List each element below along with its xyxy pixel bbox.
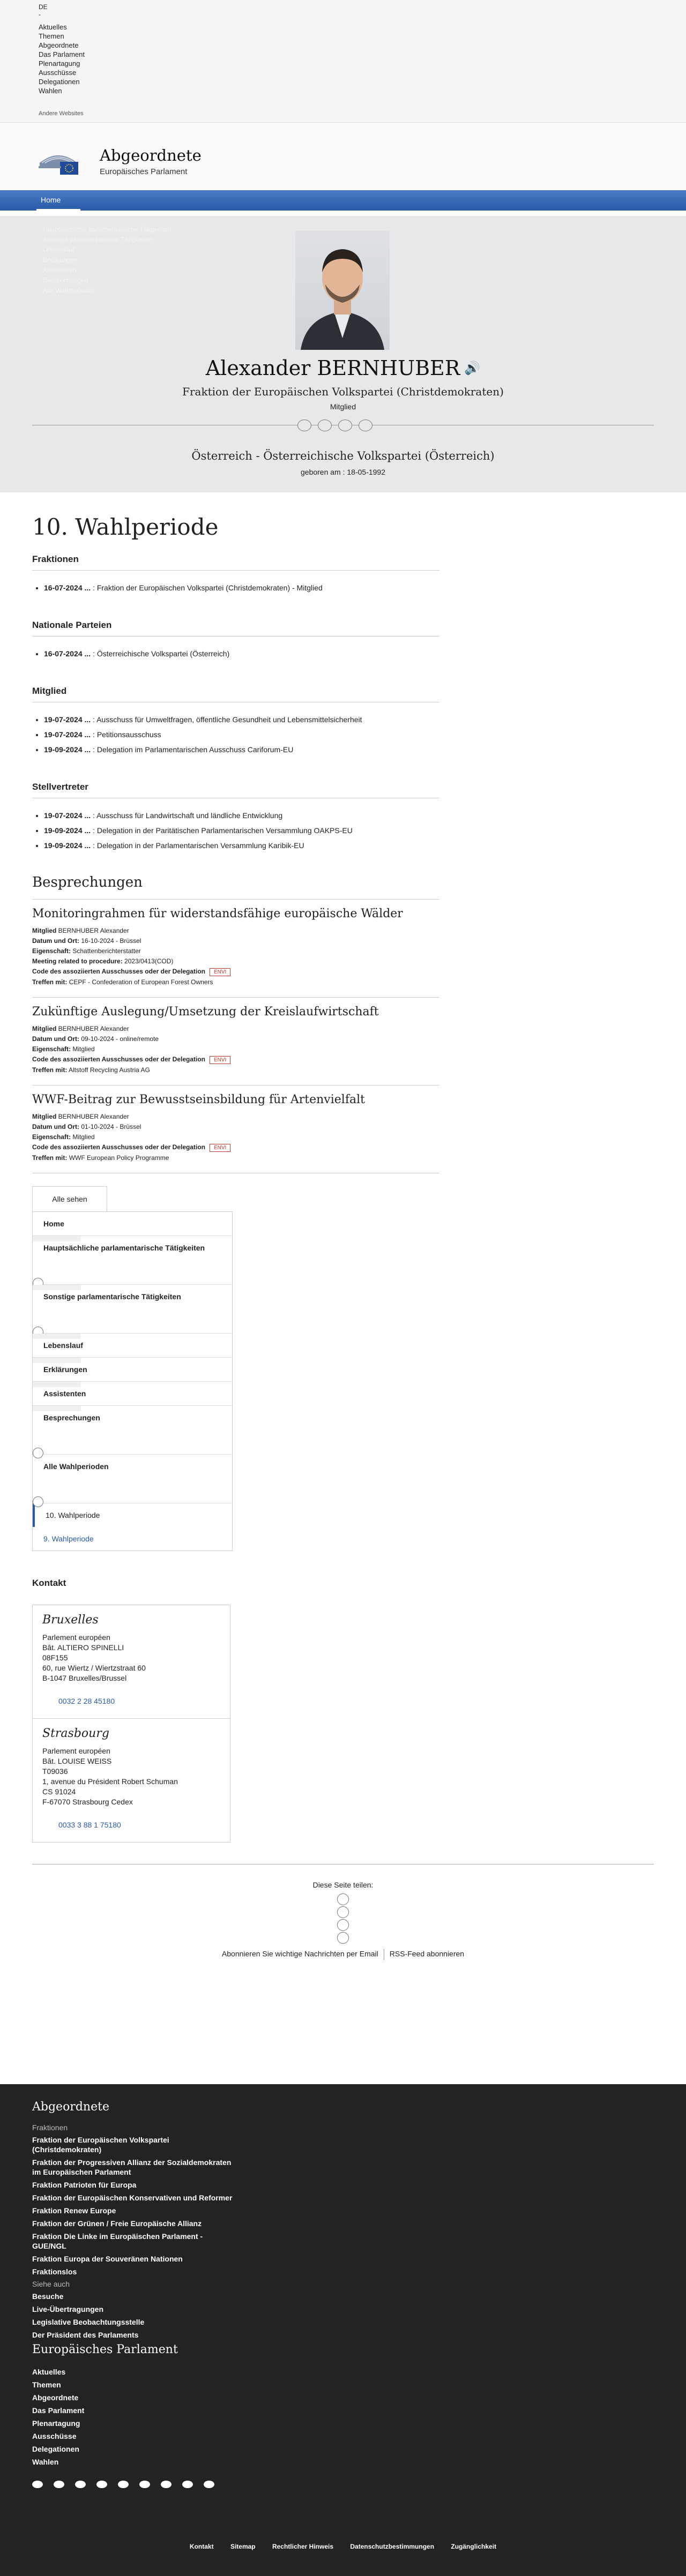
facebook-share-icon[interactable] <box>337 1893 349 1905</box>
address-line: Bât. ALTIERO SPINELLI <box>42 1643 124 1652</box>
newsletter-link[interactable]: Abonnieren Sie wichtige Nachrichten per Email <box>221 1949 378 1958</box>
term-title: 10. Wahlperiode <box>32 514 219 540</box>
site-nav-item[interactable]: Ausschüsse <box>39 69 77 77</box>
field-label: Eigenschaft: <box>32 1045 71 1053</box>
entry-text: : Delegation in der Paritätischen Parlamentarischen Versammlung OAKPS-EU <box>91 826 353 835</box>
site-header <box>0 123 686 190</box>
meeting-date <box>32 1122 439 1132</box>
footer-ep-link[interactable]: Themen <box>32 2380 61 2389</box>
entry-text: : Ausschuss für Landwirtschaft und ländliche Entwicklung <box>91 811 283 820</box>
meeting-member <box>32 1112 439 1122</box>
share-label: Diese Seite teilen: <box>312 1881 374 1889</box>
field-label: Code des assoziierten Ausschusses oder der Delegation <box>32 1055 205 1063</box>
section-heading: Fraktionen <box>32 554 79 564</box>
email-icon[interactable] <box>297 420 311 431</box>
section-heading: Nationale Parteien <box>32 620 112 630</box>
address-line: 08F155 <box>42 1653 68 1662</box>
office-phone-link[interactable]: 0032 2 28 45180 <box>58 1697 115 1705</box>
address-line: Bât. LOUISE WEISS <box>42 1757 112 1765</box>
field-value: WWF European Policy Programme <box>69 1154 169 1162</box>
language-code[interactable]: DE <box>39 3 48 11</box>
share-section <box>0 1881 686 1944</box>
term-section-member <box>32 686 439 757</box>
mep-political-group: Fraktion der Europäischen Volkspartei (Christdemokraten) <box>182 385 504 398</box>
footer-ep-link[interactable]: Ausschüsse <box>32 2432 77 2440</box>
field-value: 01-10-2024 - Brüssel <box>81 1123 141 1130</box>
entry-text: : Fraktion der Europäischen Volkspartei (Christdemokraten) - Mitglied <box>91 583 323 592</box>
term-section-groups <box>32 554 439 595</box>
share-buttons <box>0 1893 686 1944</box>
footer-see-also-link[interactable]: Legislative Beobachtungsstelle <box>32 2318 145 2326</box>
sidenav-item-main-activities[interactable] <box>33 1236 232 1285</box>
facebook-icon[interactable] <box>338 420 352 431</box>
office-phone-link[interactable]: 0033 3 88 1 75180 <box>58 1821 121 1829</box>
footer-group-link[interactable]: Fraktion der Progressiven Allianz der Sozialdemokraten im Europäischen Parlament <box>32 2158 232 2176</box>
footer-group-link[interactable]: Fraktion Patrioten für Europa <box>32 2181 137 2189</box>
entry-date: 19-09-2024 ... <box>44 745 91 754</box>
list-item <box>44 808 439 823</box>
contact-title: Kontakt <box>32 1578 66 1588</box>
field-value: 16-10-2024 - Brüssel <box>81 937 141 945</box>
address-line: F-67070 Strasbourg Cedex <box>42 1798 133 1806</box>
footer-legal-link[interactable]: Datenschutzbestimmungen <box>350 2543 435 2550</box>
footer-group-link[interactable]: Fraktion der Europäischen Volkspartei (Christdemokraten) <box>32 2136 169 2154</box>
site-nav-item[interactable]: Delegationen <box>39 78 80 86</box>
meeting-date <box>32 1034 439 1044</box>
address-line: Parlement européen <box>42 1633 110 1642</box>
email-share-icon[interactable] <box>337 1932 349 1944</box>
sidenav-label: Erklärungen <box>43 1365 87 1374</box>
section-heading: Stellvertreter <box>32 782 88 792</box>
entry-date: 16-07-2024 ... <box>44 583 91 592</box>
meeting-title[interactable]: Monitoringrahmen für widerstandsfähige europäische Wälder <box>32 907 403 920</box>
office-city: Strasbourg <box>42 1727 109 1740</box>
sidenav-item-home[interactable] <box>33 1212 232 1236</box>
committee-badge[interactable]: ENVI <box>210 1056 230 1064</box>
field-label: Datum und Ort: <box>32 1123 79 1130</box>
active-indicator <box>36 209 80 211</box>
mep-hero <box>0 216 686 492</box>
footer-legal-links <box>0 2543 686 2550</box>
language-divider: - <box>39 11 41 18</box>
field-value: BERNHUBER Alexander <box>58 1025 129 1032</box>
social-icon[interactable] <box>118 2481 129 2488</box>
field-label: Mitglied <box>32 927 57 934</box>
field-value: BERNHUBER Alexander <box>58 927 129 934</box>
field-value: Schattenberichterstatter <box>72 947 141 955</box>
sidenav-label: Home <box>43 1219 64 1228</box>
meetings-title: Besprechungen <box>32 874 143 890</box>
site-subtitle: Europäisches Parlament <box>100 167 188 176</box>
ghost-menu-item: Alle Wahlperioden <box>43 287 95 294</box>
site-nav <box>39 23 85 95</box>
entry-date: 19-07-2024 ... <box>44 730 91 739</box>
address-line: CS 91024 <box>42 1787 76 1796</box>
office-city: Bruxelles <box>42 1613 99 1627</box>
field-label: Treffen mit: <box>32 1154 68 1162</box>
field-label: Code des assoziierten Ausschusses oder der Delegation <box>32 968 205 975</box>
field-label: Code des assoziierten Ausschusses oder der Delegation <box>32 1143 205 1151</box>
footer-ep-link[interactable]: Plenartagung <box>32 2419 80 2428</box>
sidenav-item-cv[interactable] <box>33 1334 232 1358</box>
meeting-card <box>32 1085 439 1173</box>
field-label: Treffen mit: <box>32 1066 68 1074</box>
list-item <box>44 727 439 742</box>
committee-badge[interactable]: ENVI <box>210 968 230 976</box>
footer-see-also-link[interactable]: Der Präsident des Parlaments <box>32 2331 139 2339</box>
entry-text: : Österreichische Volkspartei (Österreich) <box>91 649 230 658</box>
footer-legal-link[interactable]: Sitemap <box>230 2543 256 2550</box>
footer-group-link[interactable]: Fraktionslos <box>32 2267 77 2276</box>
social-icon[interactable] <box>96 2481 107 2488</box>
entry-date: 16-07-2024 ... <box>44 649 91 658</box>
mep-name <box>0 356 686 380</box>
ghost-menu-item: Hauptsächliche parlamentarische Tätigkeiten <box>43 226 172 233</box>
sidenav-label: Besprechungen <box>43 1413 100 1422</box>
sidenav-label: Assistenten <box>43 1389 86 1398</box>
field-value: Mitglied <box>72 1133 95 1141</box>
expand-icon[interactable] <box>33 1496 43 1507</box>
meeting-title[interactable]: Zukünftige Auslegung/Umsetzung der Kreislaufwirtschaft <box>32 1005 379 1019</box>
placeholder-bar <box>33 1406 81 1411</box>
entry-date: 19-09-2024 ... <box>44 841 91 850</box>
sidenav-item-assistants[interactable] <box>33 1382 232 1406</box>
meeting-member <box>32 926 439 936</box>
meeting-with <box>32 1065 439 1075</box>
speaker-icon[interactable]: 🔊 <box>464 361 481 376</box>
placeholder-bar <box>33 1382 81 1387</box>
footer-social-icons <box>32 2481 686 2488</box>
field-label: Eigenschaft: <box>32 1133 71 1141</box>
mep-name-text: Alexander BERNHUBER <box>205 356 460 380</box>
site-nav-item[interactable]: Plenartagung <box>39 59 80 68</box>
sidenav-term-previous[interactable]: 9. Wahlperiode <box>43 1534 94 1543</box>
footer-legal-link[interactable]: Kontakt <box>189 2543 214 2550</box>
footer-ep-link[interactable]: Aktuelles <box>32 2368 66 2376</box>
field-value: BERNHUBER Alexander <box>58 1113 129 1120</box>
meeting-member <box>32 1024 439 1034</box>
ghost-menu-item: Sonstige parlamentarische Tätigkeiten <box>43 236 152 243</box>
footer-groups-label: Fraktionen <box>32 2123 68 2132</box>
site-nav-item[interactable]: Themen <box>39 32 64 40</box>
field-label: Mitglied <box>32 1113 57 1120</box>
meeting-card <box>32 997 439 1085</box>
field-label: Meeting related to procedure: <box>32 957 123 965</box>
mep-portrait <box>295 231 390 350</box>
social-links <box>297 420 372 431</box>
field-value: CEPF - Confederation of European Forest Owners <box>69 978 213 986</box>
entry-text: : Ausschuss für Umweltfragen, öffentliche Gesundheit und Lebensmittelsicherheit <box>91 715 362 724</box>
ghost-menu-item: Erklärungen <box>43 256 78 264</box>
sidenav-label: Lebenslauf <box>43 1341 83 1350</box>
sidenav-item-other-activities[interactable] <box>33 1285 232 1334</box>
site-nav-item[interactable]: Wahlen <box>39 87 62 95</box>
field-value: 09-10-2024 - online/remote <box>81 1035 159 1043</box>
footer-group-link[interactable]: Fraktion der Europäischen Konservativen und Reformer <box>32 2193 233 2202</box>
sidenav-label: Hauptsächliche parlamentarische Tätigkeiten <box>43 1244 205 1252</box>
footer-legal-link[interactable]: Rechtlicher Hinweis <box>272 2543 334 2550</box>
social-icon[interactable] <box>161 2481 172 2488</box>
sidenav-item-declarations[interactable] <box>33 1358 232 1382</box>
meeting-date <box>32 936 439 946</box>
meeting-title[interactable]: WWF-Beitrag zur Bewusstseinsbildung für Artenvielfalt <box>32 1093 365 1106</box>
field-label: Mitglied <box>32 1025 57 1032</box>
mep-country-party: Österreich - Österreichische Volkspartei (Österreich) <box>191 450 495 462</box>
entry-list <box>32 808 439 853</box>
meeting-role <box>32 1044 439 1054</box>
footer-title: Abgeordnete <box>32 2100 109 2114</box>
section-heading: Mitglied <box>32 686 67 696</box>
social-icon[interactable] <box>139 2481 150 2488</box>
site-nav-item[interactable]: Das Parlament <box>39 50 85 58</box>
social-icon[interactable] <box>182 2481 193 2488</box>
field-label: Eigenschaft: <box>32 947 71 955</box>
meeting-role <box>32 946 439 956</box>
field-label: Treffen mit: <box>32 978 68 986</box>
meeting-committee <box>32 1142 439 1153</box>
ghost-menu-item: Lebenslauf <box>43 246 74 253</box>
address-line: 1, avenue du Président Robert Schuman <box>42 1777 178 1786</box>
entry-list <box>32 646 439 661</box>
main-content <box>32 514 439 1843</box>
entry-text: : Delegation in der Parlamentarischen Versammlung Karibik-EU <box>91 841 304 850</box>
office-card-strasbourg <box>32 1719 230 1843</box>
ghost-menu-item: Assistenten <box>43 266 77 274</box>
main-menu-bar <box>0 190 686 211</box>
term-section-national-parties <box>32 620 439 661</box>
address-line: T09036 <box>42 1767 68 1776</box>
footer-ep-link[interactable]: Das Parlament <box>32 2406 85 2415</box>
site-footer <box>0 2084 686 2576</box>
meeting-role <box>32 1132 439 1142</box>
list-item <box>44 580 439 595</box>
address-line: 60, rue Wiertz / Wiertzstraat 60 <box>42 1664 146 1672</box>
section-divider <box>32 570 439 571</box>
footer-legal-link[interactable]: Zugänglichkeit <box>451 2543 497 2550</box>
entry-date: 19-07-2024 ... <box>44 811 91 820</box>
committee-badge[interactable]: ENVI <box>210 1144 230 1152</box>
footer-see-also-link[interactable]: Live-Übertragungen <box>32 2305 104 2313</box>
social-icon[interactable] <box>54 2481 64 2488</box>
twitter-share-icon[interactable] <box>337 1906 349 1918</box>
other-websites-link[interactable]: Andere Websites <box>39 110 84 117</box>
footer-ep-link[interactable]: Wahlen <box>32 2458 59 2466</box>
european-parliament-logo[interactable] <box>36 147 80 176</box>
rss-link[interactable]: RSS-Feed abonnieren <box>389 1949 465 1958</box>
language-selector[interactable] <box>39 3 48 18</box>
top-bar <box>0 0 686 123</box>
website-icon[interactable] <box>318 420 332 431</box>
list-item <box>44 742 439 757</box>
meeting-with <box>32 977 439 987</box>
sidenav-label: Sonstige parlamentarische Tätigkeiten <box>43 1292 181 1301</box>
see-all-button[interactable]: Alle sehen <box>32 1186 107 1211</box>
meeting-committee <box>32 1054 439 1065</box>
field-label: Datum und Ort: <box>32 937 79 945</box>
entry-date: 19-09-2024 ... <box>44 826 91 835</box>
instagram-icon[interactable] <box>359 420 372 431</box>
footer-ep-link[interactable]: Abgeordnete <box>32 2393 79 2402</box>
entry-list <box>32 712 439 757</box>
list-item <box>44 646 439 661</box>
social-icon[interactable] <box>204 2481 214 2488</box>
sidenav-item-all-terms[interactable] <box>33 1455 232 1503</box>
site-nav-item[interactable]: Aktuelles <box>39 23 67 31</box>
footer-group-link[interactable]: Fraktion Europa der Souveränen Nationen <box>32 2255 183 2263</box>
meeting-card <box>32 899 439 997</box>
list-item <box>44 838 439 853</box>
site-nav-item[interactable]: Abgeordnete <box>39 41 79 49</box>
field-value: Altstoff Recycling Austria AG <box>69 1066 150 1074</box>
ghost-menu <box>43 224 236 296</box>
address-line: Parlement européen <box>42 1747 110 1755</box>
field-label: Datum und Ort: <box>32 1035 79 1043</box>
entry-text: : Petitionsausschuss <box>91 730 161 739</box>
placeholder-bar <box>33 1358 81 1363</box>
sidenav-label: Alle Wahlperioden <box>43 1462 109 1471</box>
entry-list <box>32 580 439 595</box>
placeholder-bar <box>33 1285 81 1290</box>
social-icon[interactable] <box>75 2481 86 2488</box>
footer-ep-link[interactable]: Delegationen <box>32 2445 79 2453</box>
meeting-procedure <box>32 956 439 967</box>
site-title[interactable]: Abgeordnete <box>100 146 202 164</box>
sidenav-item-meetings[interactable] <box>33 1406 232 1455</box>
menu-home-link[interactable]: Home <box>41 196 61 204</box>
office-card-brussels <box>32 1605 230 1719</box>
social-icon[interactable] <box>32 2481 43 2488</box>
footer-group-link[interactable]: Fraktion Die Linke im Europäischen Parlament - GUE/NGL <box>32 2232 203 2250</box>
field-value: 2023/0413(COD) <box>124 957 174 965</box>
meeting-committee <box>32 967 439 977</box>
mep-birthdate: geboren am : 18-05-1992 <box>301 468 385 476</box>
mep-sidenav <box>32 1211 233 1551</box>
placeholder-bar <box>33 1236 81 1241</box>
placeholder-bar <box>33 1334 81 1339</box>
subscribe-row <box>0 1949 686 1960</box>
list-item <box>44 823 439 838</box>
field-value: Mitglied <box>72 1045 95 1053</box>
address-line: B-1047 Bruxelles/Brussel <box>42 1674 127 1682</box>
linkedin-share-icon[interactable] <box>337 1919 349 1931</box>
term-section-substitute <box>32 782 439 853</box>
entry-date: 19-07-2024 ... <box>44 715 91 724</box>
footer-group-link[interactable]: Fraktion Renew Europe <box>32 2206 116 2215</box>
footer-group-link[interactable]: Fraktion der Grünen / Freie Europäische Allianz <box>32 2219 202 2228</box>
mep-role: Mitglied <box>330 402 356 411</box>
entry-text: : Delegation im Parlamentarischen Ausschuss Cariforum-EU <box>91 745 294 754</box>
meeting-with <box>32 1153 439 1163</box>
ghost-menu-item: Besprechungen <box>43 276 88 284</box>
list-item <box>44 712 439 727</box>
footer-see-also-link[interactable]: Besuche <box>32 2292 64 2301</box>
sidenav-term-current[interactable]: 10. Wahlperiode <box>33 1503 232 1527</box>
footer-ep-title: Europäisches Parlament <box>32 2343 178 2356</box>
footer-see-also-label: Siehe auch <box>32 2280 70 2288</box>
